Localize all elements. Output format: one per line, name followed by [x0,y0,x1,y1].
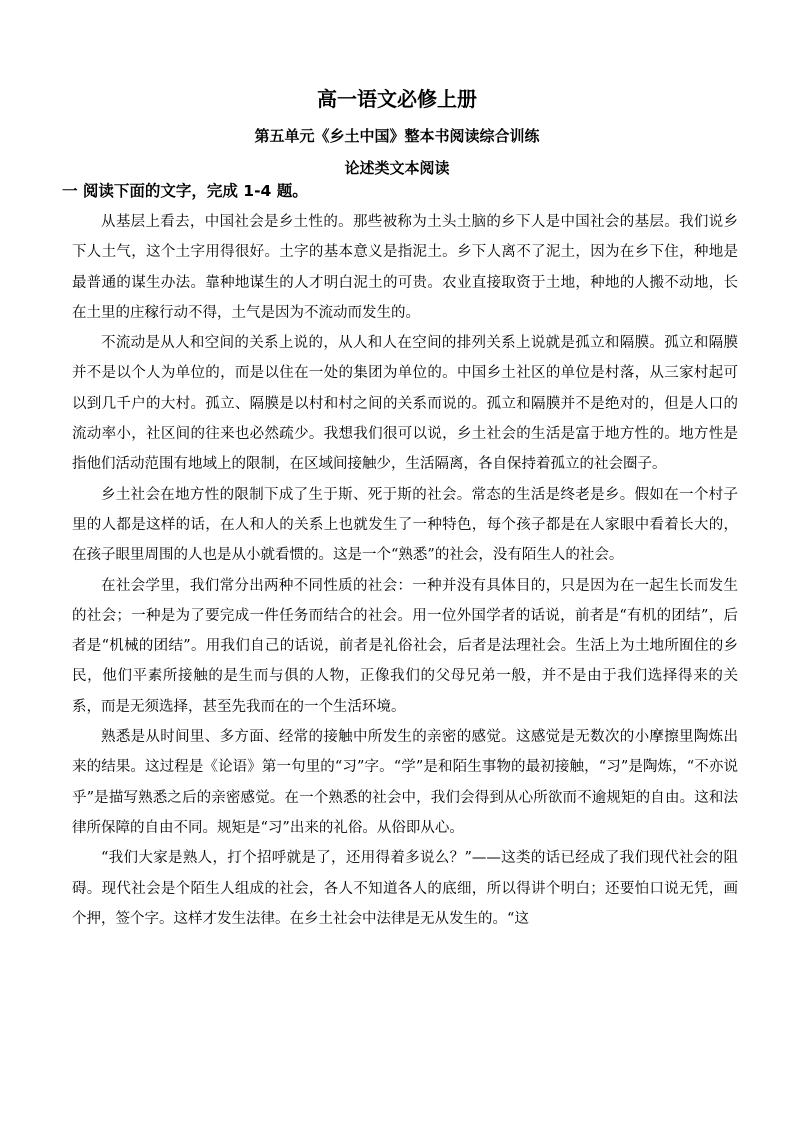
reading-passage [72,207,738,934]
question-header: 一 阅读下面的文字，完成 1-4 题。 [62,182,308,200]
unit-subtitle: 第五单元《乡土中国》整本书阅读综合训练 [254,127,540,145]
passage-paragraph-2: 不流动是从人和空间的关系上说的，从人和人在空间的排列关系上说就是孤立和隔膜。孤立和隔膜并不是以个人为单位的，而是以住在一处的集团为单位的。中国乡土社区的单位是村落，从三家村起可以到几千户的大村。孤立、隔膜是以村和村之间的关系而说的。孤立和隔膜并不是绝对的，但是人口的流动率小，社区间的往来也必然疏少。我想我们很可以说，乡土社会的生活是富于地方性的。地方性是指他们活动范围有地域上的限制，在区域间接触少，生活隔离，各自保持着孤立的社会圈子。 [72,335,738,473]
section-title: 论述类文本阅读 [344,159,450,177]
passage-paragraph-5: 熟悉是从时间里、多方面、经常的接触中所发生的亲密的感觉。这感觉是无数次的小摩擦里陶炼出来的结果。这过程是《论语》第一句里的“习”字。“学”是和陌生事物的最初接触，“习”是陶炼，“不亦说乎”是描写熟悉之后的亲密感觉。在一个熟悉的社会中，我们会得到从心所欲而不逾规矩的自由。这和法律所保障的自由不同。规矩是“习”出来的礼俗。从俗即从心。 [72,729,738,836]
passage-paragraph-4: 在社会学里，我们常分出两种不同性质的社会：一种并没有具体目的，只是因为在一起生长而发生的社会；一种是为了要完成一件任务而结合的社会。用一位外国学者的话说，前者是“有机的团结”，后者是“机械的团结”。用我们自己的话说，前者是礼俗社会，后者是法理社会。生活上为土地所囿住的乡民，他们平素所接触的是生而与俱的人物，正像我们的父母兄弟一般，并不是由于我们选择得来的关系，而是无须选择，甚至先我而在的一个生活环境。 [72,577,738,715]
passage-paragraph-1: 从基层上看去，中国社会是乡土性的。那些被称为土头土脑的乡下人是中国社会的基层。我们说乡下人土气，这个土字用得很好。土字的基本意义是指泥土。乡下人离不了泥土，因为在乡下住，种地是最普通的谋生办法。靠种地谋生的人才明白泥土的可贵。农业直接取资于土地，种地的人搬不动地，长在土里的庄稼行动不得，土气是因为不流动而发生的。 [72,214,738,321]
document-title: 高一语文必修上册 [317,87,477,111]
passage-paragraph-3: 乡土社会在地方性的限制下成了生于斯、死于斯的社会。常态的生活是终老是乡。假如在一个村子里的人都是这样的话，在人和人的关系上也就发生了一种特色，每个孩子都是在人家眼中看着长大的，在孩子眼里周围的人也是从小就看惯的。这是一个“熟悉”的社会，没有陌生人的社会。 [72,486,738,564]
passage-paragraph-6: “我们大家是熟人，打个招呼就是了，还用得着多说么？”——这类的话已经成了我们现代社会的阻碍。现代社会是个陌生人组成的社会，各人不知道各人的底细，所以得讲个明白；还要怕口说无凭，画个押，签个字。这样才发生法律。在乡土社会中法律是无从发生的。“这 [72,850,738,927]
